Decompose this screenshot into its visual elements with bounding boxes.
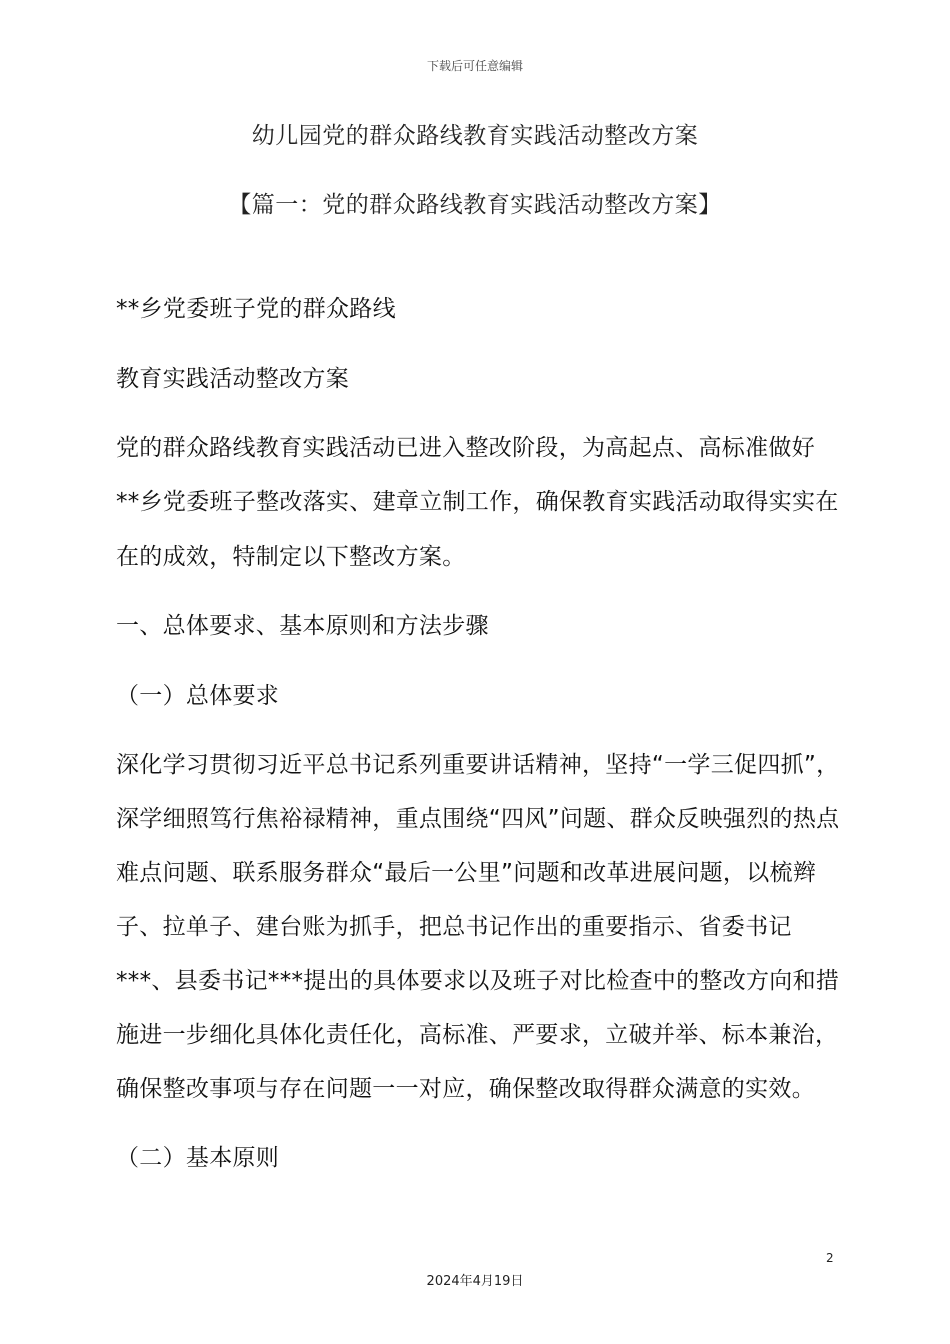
subsection-heading: （一）总体要求 [116,683,280,709]
page-number: 2 [826,1251,834,1265]
body-paragraph-line: 深学细照笃行焦裕禄精神，重点围绕“四风”问题、群众反映强烈的热点 [116,806,840,832]
body-paragraph-line: 党的群众路线教育实践活动已进入整改阶段，为高起点、高标准做好 [116,435,815,461]
body-paragraph-line: 子、拉单子、建台账为抓手，把总书记作出的重要指示、省委书记 [116,914,792,940]
body-paragraph-line: 确保整改事项与存在问题一一对应，确保整改取得群众满意的实效。 [116,1076,815,1102]
subsection-heading: （二）基本原则 [116,1145,280,1171]
body-paragraph-line: 施进一步细化具体化责任化，高标准、严要求，立破并举、标本兼治， [116,1022,839,1048]
body-paragraph-line: 难点问题、联系服务群众“最后一公里”问题和改革进展问题，以梳辫 [116,860,817,886]
body-line-heading-1: **乡党委班子党的群众路线 [116,296,396,322]
document-subtitle: 【篇一：党的群众路线教育实践活动整改方案】 [228,192,722,218]
footer-date: 2024年4月19日 [426,1274,524,1289]
body-paragraph-line: 在的成效，特制定以下整改方案。 [116,544,466,570]
header-note: 下载后可任意编辑 [426,59,523,73]
body-paragraph-line: ***、县委书记***提出的具体要求以及班子对比检查中的整改方向和措 [116,968,840,994]
body-paragraph-line: **乡党委班子整改落实、建章立制工作，确保教育实践活动取得实实在 [116,489,839,515]
section-heading: 一、总体要求、基本原则和方法步骤 [116,613,489,639]
body-paragraph-line: 深化学习贯彻习近平总书记系列重要讲话精神，坚持“一学三促四抓”， [116,752,840,778]
body-line-heading-2: 教育实践活动整改方案 [116,366,349,392]
document-title: 幼儿园党的群众路线教育实践活动整改方案 [251,123,699,149]
